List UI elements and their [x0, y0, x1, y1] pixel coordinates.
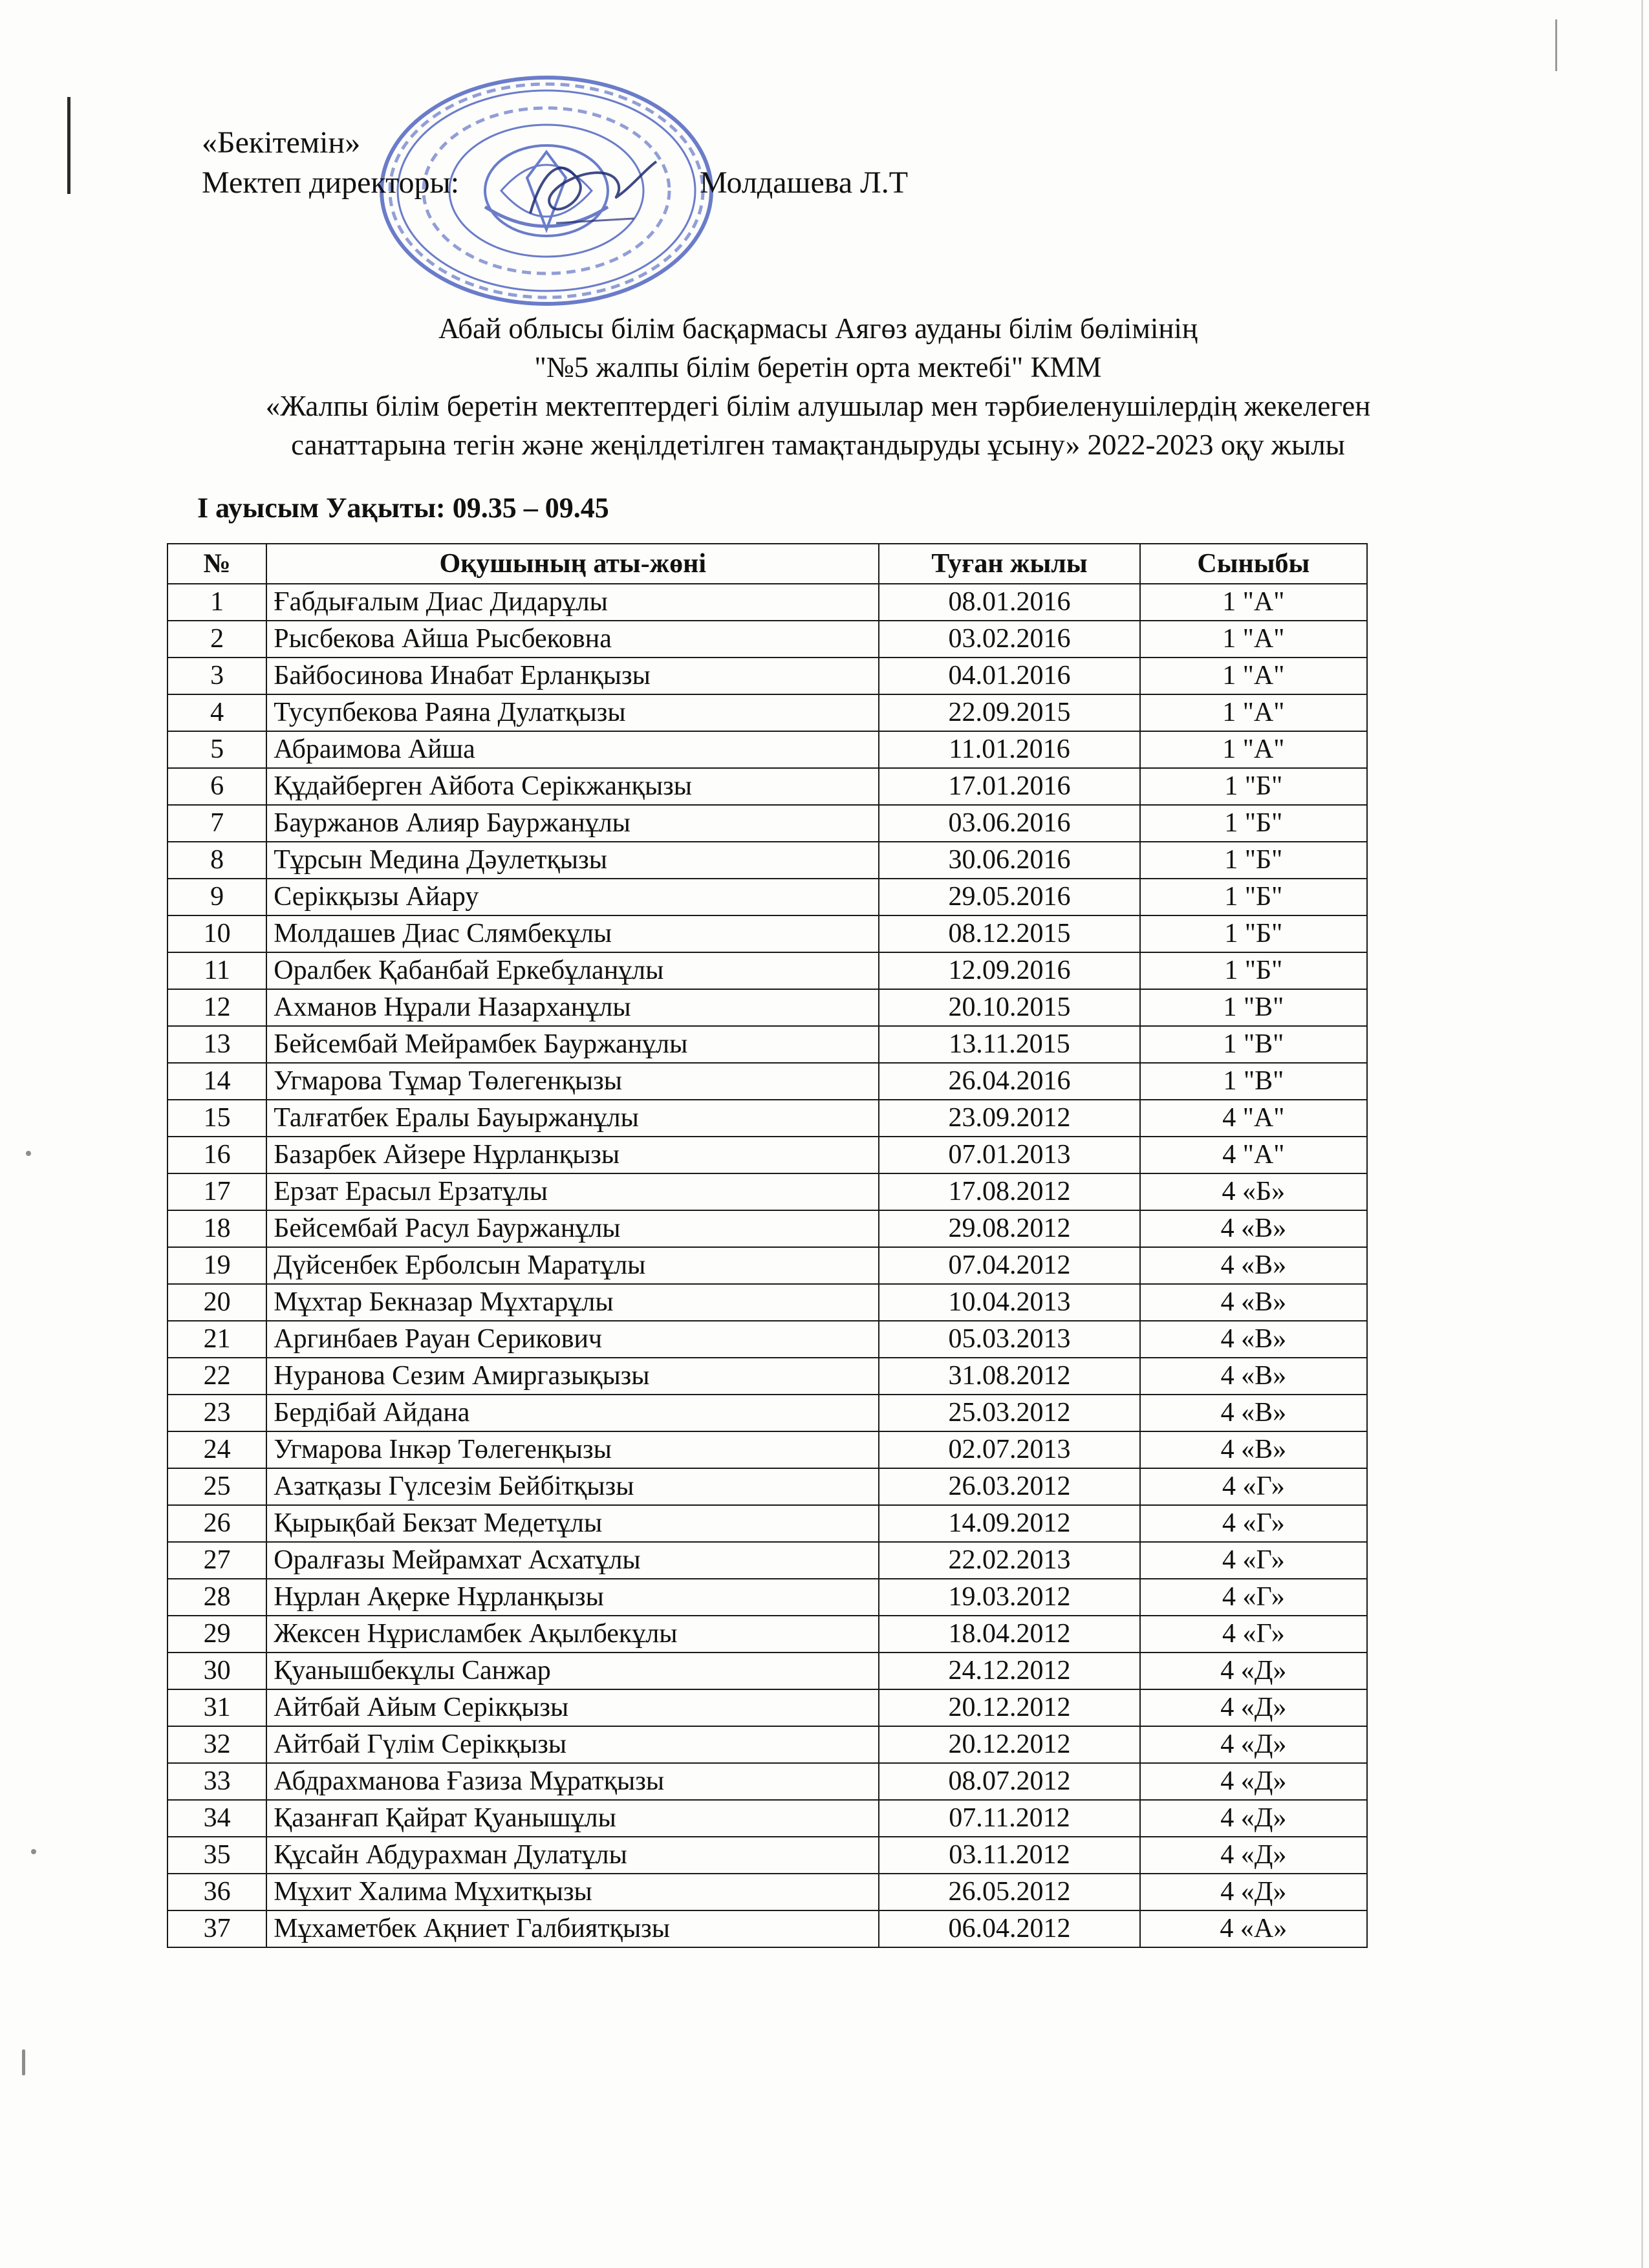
scan-edge-mark: [67, 97, 70, 194]
class-name: 1 "В": [1140, 1063, 1367, 1100]
row-number: 1: [167, 584, 266, 621]
class-name: 1 "Б": [1140, 915, 1367, 952]
table-row: [167, 989, 1367, 1026]
row-number: 22: [167, 1358, 266, 1395]
student-name: Аргинбаев Рауан Серикович: [266, 1321, 879, 1358]
class-name: 4 «Д»: [1140, 1874, 1367, 1910]
student-name: Байбосинова Инабат Ерланқызы: [266, 658, 879, 694]
birth-date: 20.10.2015: [879, 989, 1139, 1026]
student-name: Ахманов Нұрали Назарханұлы: [266, 989, 879, 1026]
table-row: [167, 1284, 1367, 1321]
row-number: 31: [167, 1689, 266, 1726]
student-name: Мұхит Халима Мұхитқызы: [266, 1874, 879, 1910]
table-row: [167, 879, 1367, 915]
row-number: 2: [167, 621, 266, 658]
birth-date: 03.06.2016: [879, 805, 1139, 842]
row-number: 23: [167, 1395, 266, 1431]
birth-date: 31.08.2012: [879, 1358, 1139, 1395]
row-number: 32: [167, 1726, 266, 1763]
table-row: [167, 1579, 1367, 1616]
row-number: 20: [167, 1284, 266, 1321]
students-table: [167, 543, 1368, 1948]
header-birth-date: Туған жылы: [879, 544, 1139, 584]
student-name: Тұрсын Медина Дәулетқызы: [266, 842, 879, 879]
row-number: 24: [167, 1431, 266, 1468]
table-row: [167, 1321, 1367, 1358]
row-number: 21: [167, 1321, 266, 1358]
birth-date: 13.11.2015: [879, 1026, 1139, 1063]
row-number: 16: [167, 1137, 266, 1173]
row-number: 17: [167, 1173, 266, 1210]
class-name: 4 "А": [1140, 1137, 1367, 1173]
scan-edge-mark-right: [1555, 19, 1557, 71]
table-row: [167, 805, 1367, 842]
title-line-1: Абай облысы білім басқармасы Аягөз ауданы білім бөлімінің: [438, 312, 1198, 345]
student-name: Бердібай Айдана: [266, 1395, 879, 1431]
student-name: Айтбай Гүлім Серікқызы: [266, 1726, 879, 1763]
birth-date: 07.01.2013: [879, 1137, 1139, 1173]
student-name: Ғабдығалым Диас Дидарұлы: [266, 584, 879, 621]
table-row: [167, 1653, 1367, 1689]
student-name: Нуранова Сезим Амиргазықызы: [266, 1358, 879, 1395]
birth-date: 24.12.2012: [879, 1653, 1139, 1689]
header-class: Сыныбы: [1140, 544, 1367, 584]
class-name: 1 "Б": [1140, 842, 1367, 879]
class-name: 1 "А": [1140, 731, 1367, 768]
table-row: [167, 1763, 1367, 1800]
birth-date: 26.05.2012: [879, 1874, 1139, 1910]
birth-date: 17.08.2012: [879, 1173, 1139, 1210]
class-name: 4 «Д»: [1140, 1800, 1367, 1837]
student-name: Базарбек Айзере Нұрланқызы: [266, 1137, 879, 1173]
row-number: 12: [167, 989, 266, 1026]
document-title: [162, 309, 1474, 464]
student-name: Бауржанов Алияр Бауржанұлы: [266, 805, 879, 842]
class-name: 1 "Б": [1140, 768, 1367, 805]
student-name: Абраимова Айша: [266, 731, 879, 768]
title-line-2: "№5 жалпы білім беретін орта мектебі" КММ: [534, 351, 1102, 383]
student-name: Дүйсенбек Ерболсын Маратұлы: [266, 1247, 879, 1284]
row-number: 30: [167, 1653, 266, 1689]
birth-date: 03.02.2016: [879, 621, 1139, 658]
birth-date: 03.11.2012: [879, 1837, 1139, 1874]
birth-date: 22.02.2013: [879, 1542, 1139, 1579]
table-row: [167, 1874, 1367, 1910]
table-row: [167, 1026, 1367, 1063]
table-body: [167, 584, 1367, 1947]
row-number: 34: [167, 1800, 266, 1837]
student-name: Тусупбекова Раяна Дулатқызы: [266, 694, 879, 731]
row-number: 25: [167, 1468, 266, 1505]
student-name: Молдашев Диас Слямбекұлы: [266, 915, 879, 952]
table-row: [167, 1505, 1367, 1542]
row-number: 9: [167, 879, 266, 915]
scan-speck: [26, 1151, 31, 1156]
row-number: 13: [167, 1026, 266, 1063]
table-row: [167, 1431, 1367, 1468]
table-row: [167, 1800, 1367, 1837]
table-row: [167, 694, 1367, 731]
row-number: 19: [167, 1247, 266, 1284]
class-name: 1 "В": [1140, 1026, 1367, 1063]
student-name: Мұхтар Бекназар Мұхтарұлы: [266, 1284, 879, 1321]
row-number: 28: [167, 1579, 266, 1616]
student-name: Мұхаметбек Ақниет Галбиятқызы: [266, 1910, 879, 1947]
class-name: 4 «Д»: [1140, 1653, 1367, 1689]
student-name: Бейсембай Расул Бауржанұлы: [266, 1210, 879, 1247]
scan-speck: [22, 2049, 25, 2075]
class-name: 4 «Д»: [1140, 1689, 1367, 1726]
birth-date: 08.01.2016: [879, 584, 1139, 621]
table-row: [167, 1247, 1367, 1284]
class-name: 4 «Г»: [1140, 1468, 1367, 1505]
table-row: [167, 1616, 1367, 1653]
approval-block: [202, 123, 908, 203]
student-name: Абдрахманова Ғазиза Мұратқызы: [266, 1763, 879, 1800]
class-name: 4 «Д»: [1140, 1763, 1367, 1800]
student-name: Ерзат Ерасыл Ерзатұлы: [266, 1173, 879, 1210]
table-row: [167, 584, 1367, 621]
scan-edge-shadow: [1641, 0, 1643, 2268]
class-name: 4 «В»: [1140, 1431, 1367, 1468]
table-row: [167, 1063, 1367, 1100]
header-number: №: [167, 544, 266, 584]
row-number: 18: [167, 1210, 266, 1247]
student-name: Серікқызы Айару: [266, 879, 879, 915]
scan-speck: [31, 1849, 36, 1854]
director-label: Мектеп директоры:: [202, 166, 460, 200]
row-number: 3: [167, 658, 266, 694]
row-number: 11: [167, 952, 266, 989]
class-name: 1 "А": [1140, 694, 1367, 731]
table-row: [167, 1468, 1367, 1505]
birth-date: 20.12.2012: [879, 1689, 1139, 1726]
birth-date: 26.03.2012: [879, 1468, 1139, 1505]
class-name: 1 "Б": [1140, 879, 1367, 915]
class-name: 4 «В»: [1140, 1395, 1367, 1431]
class-name: 4 «Б»: [1140, 1173, 1367, 1210]
class-name: 4 «В»: [1140, 1358, 1367, 1395]
student-name: Қырықбай Бекзат Медетұлы: [266, 1505, 879, 1542]
title-line-3: «Жалпы білім беретін мектептердегі білім алушылар мен тәрбиеленушілердің жекелеген: [265, 390, 1371, 422]
class-name: 4 «Г»: [1140, 1505, 1367, 1542]
row-number: 33: [167, 1763, 266, 1800]
birth-date: 18.04.2012: [879, 1616, 1139, 1653]
row-number: 26: [167, 1505, 266, 1542]
table-row: [167, 768, 1367, 805]
row-number: 29: [167, 1616, 266, 1653]
birth-date: 07.11.2012: [879, 1800, 1139, 1837]
birth-date: 17.01.2016: [879, 768, 1139, 805]
table-row: [167, 731, 1367, 768]
class-name: 4 «Д»: [1140, 1726, 1367, 1763]
shift-time-label: I ауысым Уақыты: 09.35 – 09.45: [197, 492, 609, 524]
class-name: 1 "А": [1140, 658, 1367, 694]
student-name: Жексен Нұрисламбек Ақылбекұлы: [266, 1616, 879, 1653]
table-row: [167, 1358, 1367, 1395]
class-name: 1 "В": [1140, 989, 1367, 1026]
table-row: [167, 1689, 1367, 1726]
table-row: [167, 1395, 1367, 1431]
table-header-row: [167, 544, 1367, 584]
class-name: 4 «В»: [1140, 1210, 1367, 1247]
birth-date: 11.01.2016: [879, 731, 1139, 768]
student-name: Оралғазы Мейрамхат Асхатұлы: [266, 1542, 879, 1579]
class-name: 1 "А": [1140, 621, 1367, 658]
student-name: Нұрлан Ақерке Нұрланқызы: [266, 1579, 879, 1616]
table-row: [167, 952, 1367, 989]
row-number: 4: [167, 694, 266, 731]
student-name: Оралбек Қабанбай Еркебұланұлы: [266, 952, 879, 989]
row-number: 7: [167, 805, 266, 842]
student-name: Угмарова Тұмар Төлегенқызы: [266, 1063, 879, 1100]
row-number: 10: [167, 915, 266, 952]
student-name: Құсайн Абдурахман Дулатұлы: [266, 1837, 879, 1874]
birth-date: 29.05.2016: [879, 879, 1139, 915]
table-row: [167, 842, 1367, 879]
class-name: 1 "Б": [1140, 952, 1367, 989]
student-name: Угмарова Інкәр Төлегенқызы: [266, 1431, 879, 1468]
class-name: 4 «Г»: [1140, 1542, 1367, 1579]
birth-date: 25.03.2012: [879, 1395, 1139, 1431]
row-number: 8: [167, 842, 266, 879]
class-name: 4 «Г»: [1140, 1579, 1367, 1616]
birth-date: 26.04.2016: [879, 1063, 1139, 1100]
table-row: [167, 1726, 1367, 1763]
title-line-4: санаттарына тегін және жеңілдетілген тамақтандыруды ұсыну» 2022-2023 оқу жылы: [291, 429, 1345, 461]
class-name: 1 "Б": [1140, 805, 1367, 842]
birth-date: 08.12.2015: [879, 915, 1139, 952]
birth-date: 22.09.2015: [879, 694, 1139, 731]
table-row: [167, 1210, 1367, 1247]
class-name: 4 "А": [1140, 1100, 1367, 1137]
row-number: 15: [167, 1100, 266, 1137]
table-row: [167, 1910, 1367, 1947]
class-name: 4 «А»: [1140, 1910, 1367, 1947]
student-name: Рысбекова Айша Рысбековна: [266, 621, 879, 658]
row-number: 27: [167, 1542, 266, 1579]
student-name: Қазанғап Қайрат Қуанышұлы: [266, 1800, 879, 1837]
row-number: 14: [167, 1063, 266, 1100]
birth-date: 08.07.2012: [879, 1763, 1139, 1800]
class-name: 1 "А": [1140, 584, 1367, 621]
class-name: 4 «В»: [1140, 1284, 1367, 1321]
student-name: Айтбай Айым Серікқызы: [266, 1689, 879, 1726]
class-name: 4 «Г»: [1140, 1616, 1367, 1653]
birth-date: 06.04.2012: [879, 1910, 1139, 1947]
birth-date: 30.06.2016: [879, 842, 1139, 879]
director-name: Молдашева Л.Т: [700, 166, 909, 200]
table-row: [167, 1542, 1367, 1579]
table-row: [167, 1100, 1367, 1137]
table-row: [167, 1837, 1367, 1874]
table-row: [167, 915, 1367, 952]
row-number: 35: [167, 1837, 266, 1874]
row-number: 37: [167, 1910, 266, 1947]
birth-date: 02.07.2013: [879, 1431, 1139, 1468]
student-name: Бейсембай Мейрамбек Бауржанұлы: [266, 1026, 879, 1063]
table-row: [167, 621, 1367, 658]
birth-date: 07.04.2012: [879, 1247, 1139, 1284]
birth-date: 12.09.2016: [879, 952, 1139, 989]
birth-date: 20.12.2012: [879, 1726, 1139, 1763]
birth-date: 04.01.2016: [879, 658, 1139, 694]
birth-date: 14.09.2012: [879, 1505, 1139, 1542]
class-name: 4 «Д»: [1140, 1837, 1367, 1874]
table-row: [167, 658, 1367, 694]
birth-date: 19.03.2012: [879, 1579, 1139, 1616]
class-name: 4 «В»: [1140, 1247, 1367, 1284]
student-name: Талғатбек Ералы Бауыржанұлы: [266, 1100, 879, 1137]
row-number: 5: [167, 731, 266, 768]
class-name: 4 «В»: [1140, 1321, 1367, 1358]
student-name: Құдайберген Айбота Серікжанқызы: [266, 768, 879, 805]
birth-date: 10.04.2013: [879, 1284, 1139, 1321]
student-name: Қуанышбекұлы Санжар: [266, 1653, 879, 1689]
student-name: Азатқазы Гүлсезім Бейбітқызы: [266, 1468, 879, 1505]
table-row: [167, 1137, 1367, 1173]
birth-date: 05.03.2013: [879, 1321, 1139, 1358]
header-student-name: Оқушының аты-жөні: [266, 544, 879, 584]
row-number: 36: [167, 1874, 266, 1910]
birth-date: 29.08.2012: [879, 1210, 1139, 1247]
table-row: [167, 1173, 1367, 1210]
row-number: 6: [167, 768, 266, 805]
approve-label: «Бекітемін»: [202, 125, 361, 160]
birth-date: 23.09.2012: [879, 1100, 1139, 1137]
